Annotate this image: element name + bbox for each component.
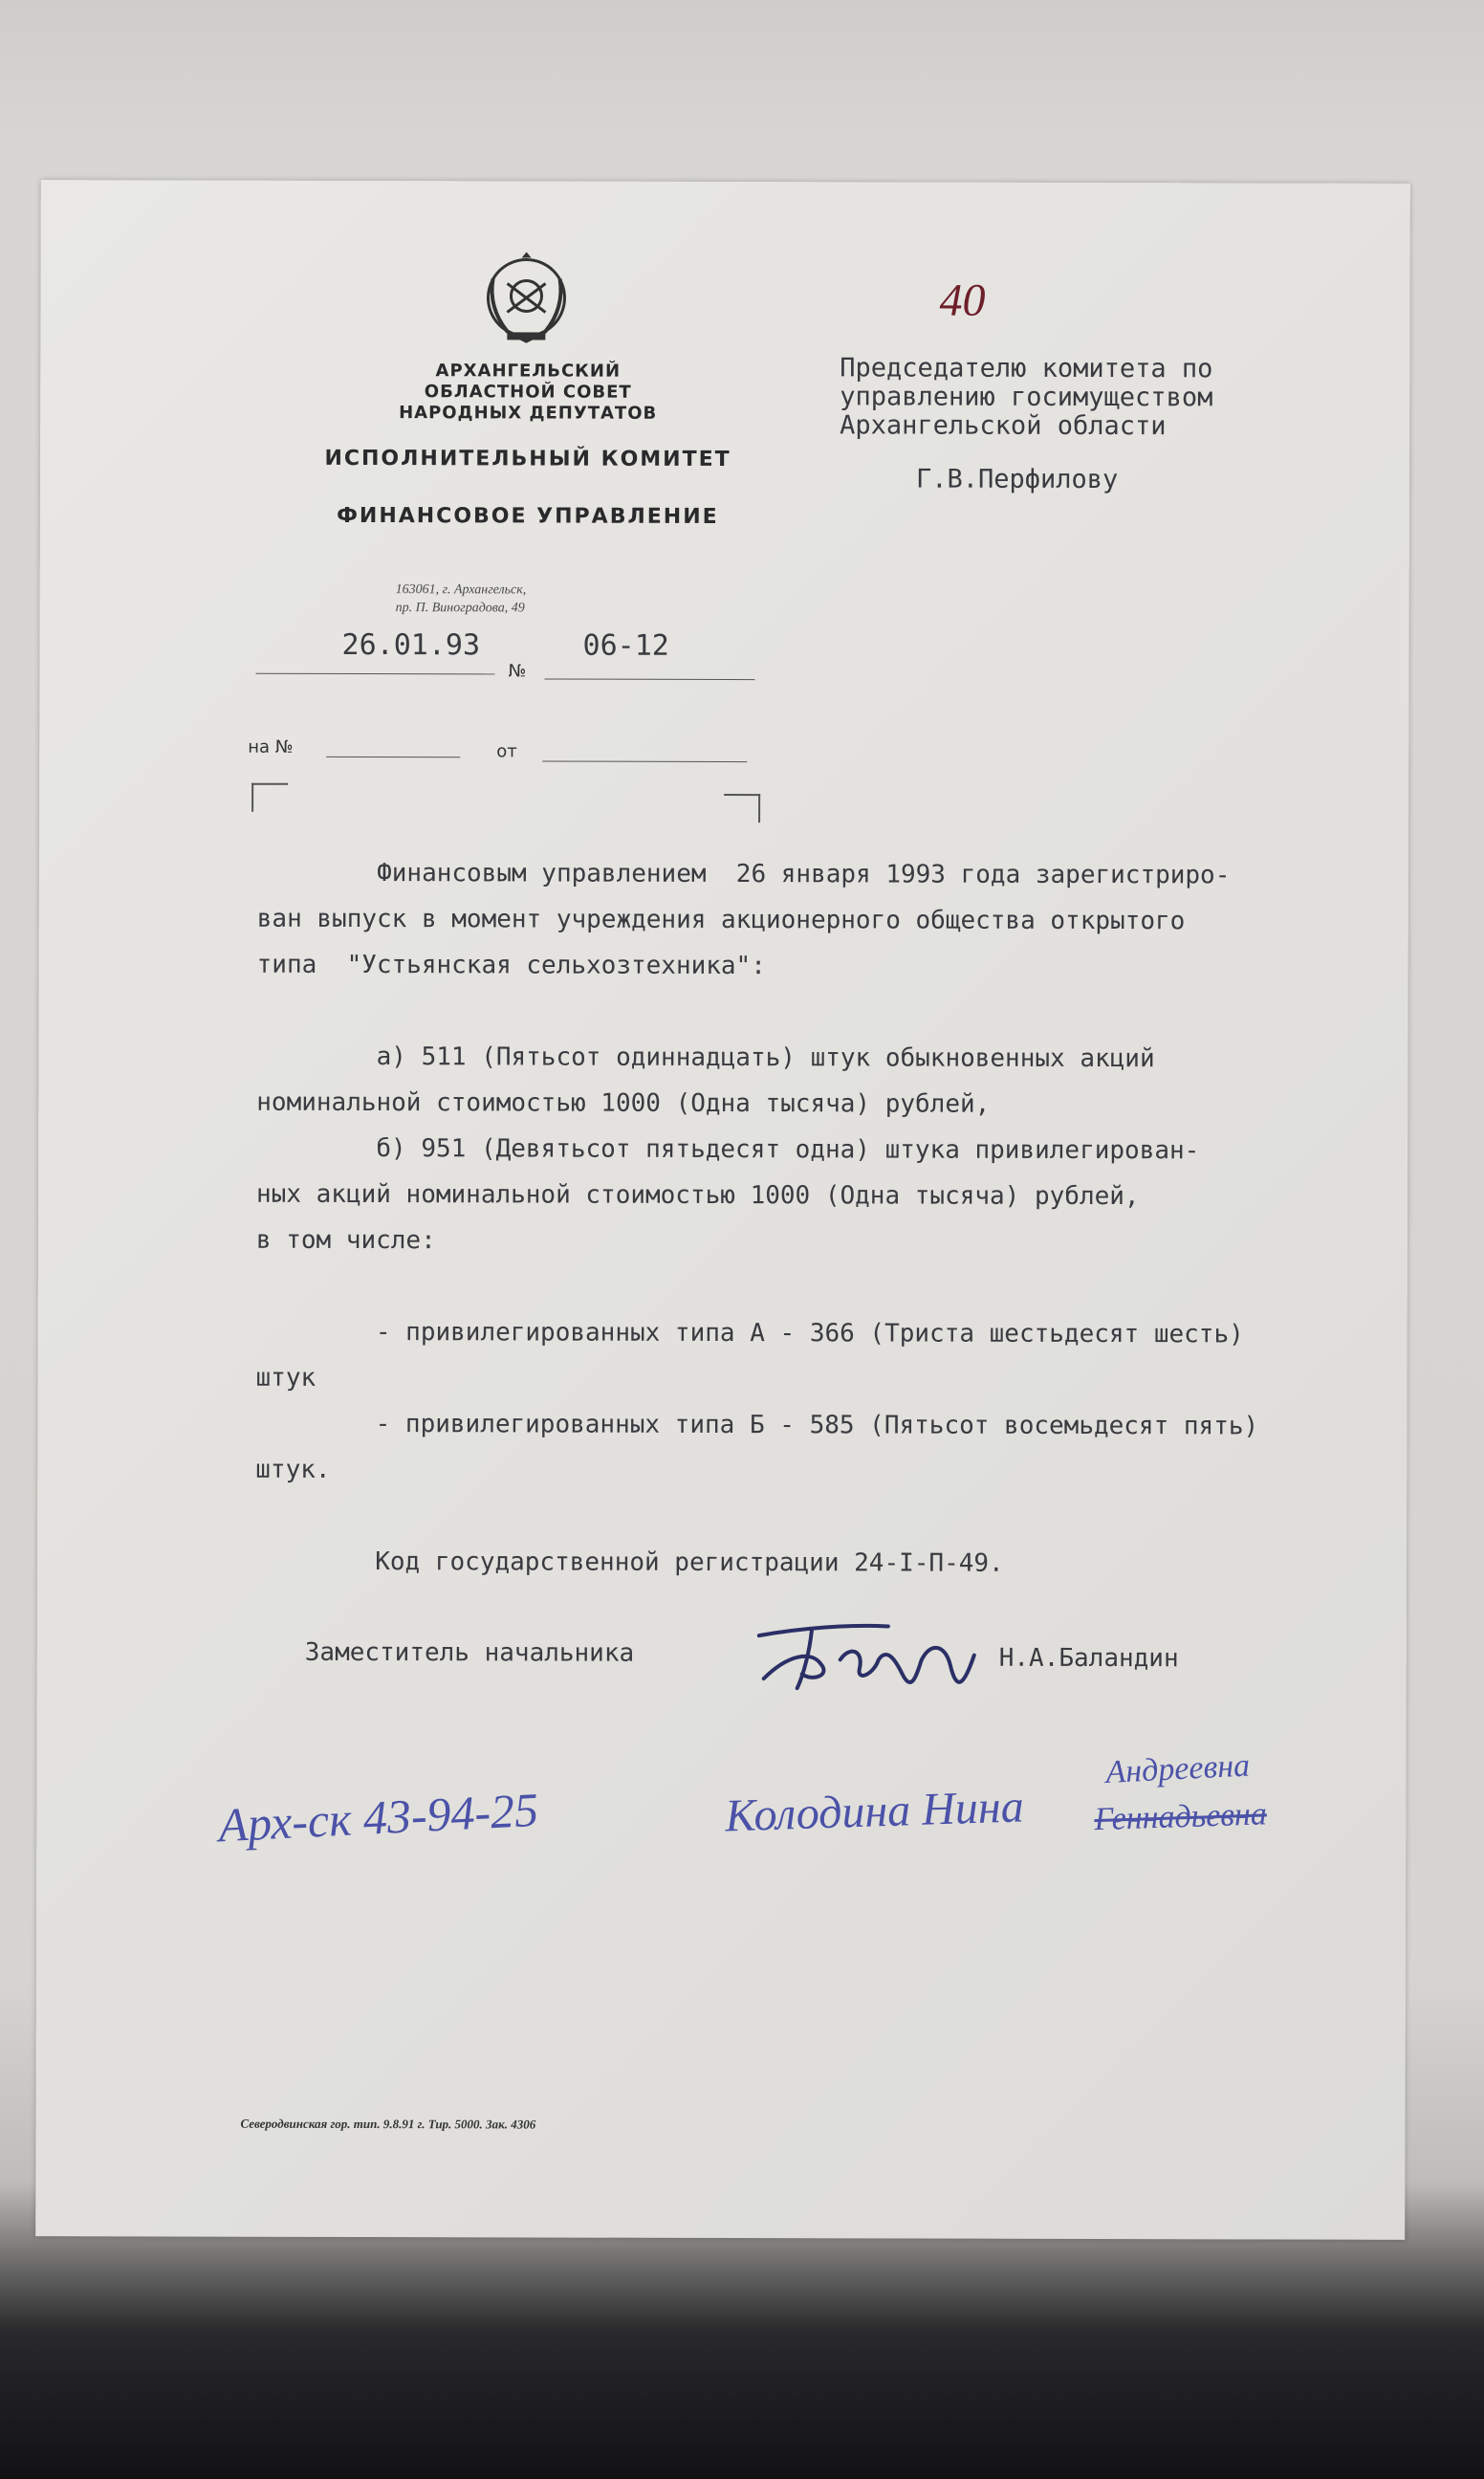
number-underline bbox=[544, 679, 754, 681]
signatory-name: Н.А.Баландин bbox=[998, 1643, 1179, 1674]
body-line: номинальной стоимостью 1000 (Одна тысяча) рублей, bbox=[256, 1087, 991, 1119]
org-line-3: НАРОДНЫХ ДЕПУТАТОВ bbox=[399, 403, 658, 424]
org-line-1: АРХАНГЕЛЬСКИЙ bbox=[435, 361, 622, 382]
org-line-2: ОБЛАСТНОЙ СОВЕТ bbox=[424, 382, 632, 403]
org-name bbox=[260, 361, 796, 425]
body-line: Финансовым управлением 26 января 1993 года зарегистриро- bbox=[256, 858, 1231, 890]
letter-body bbox=[255, 850, 1260, 1588]
department-address bbox=[396, 581, 683, 618]
handwritten-signature bbox=[745, 1607, 1003, 1713]
recipient-block bbox=[840, 354, 1298, 494]
body-line: ван выпуск в момент учреждения акционерного общества открытого bbox=[256, 904, 1186, 936]
body-line: б) 951 (Девятьсот пятьдесят одна) штука привилегирован- bbox=[256, 1133, 1200, 1166]
body-line: - привилегированных типа Б - 585 (Пятьсот восемьдесят пять) bbox=[255, 1409, 1259, 1441]
recipient-line-1: Председателю комитета по bbox=[840, 353, 1213, 384]
state-emblem-icon bbox=[473, 250, 578, 355]
recipient-name: Г.В.Перфилову bbox=[915, 464, 1119, 495]
body-line: ных акций номинальной стоимостью 1000 (Одна тысяча) рублей, bbox=[256, 1179, 1140, 1212]
address-corner-right bbox=[724, 794, 760, 823]
reply-from-label: от bbox=[496, 741, 517, 762]
committee-title: ИСПОЛНИТЕЛЬНЫЙ КОМИТЕТ bbox=[324, 446, 731, 472]
recipient-line-3: Архангельской области bbox=[840, 410, 1167, 442]
handwritten-correction: Андреевна bbox=[1104, 1747, 1251, 1790]
address-line-1: 163061, г. Архангельск, bbox=[395, 582, 527, 598]
address-line-2: пр. П. Виноградова, 49 bbox=[395, 601, 525, 616]
body-line: в том числе: bbox=[255, 1225, 436, 1256]
handwritten-struck-text: Геннадьевна bbox=[1093, 1796, 1268, 1838]
address-corner-left bbox=[251, 783, 288, 812]
reply-number-label: на № bbox=[248, 736, 294, 757]
department-title: ФИНАНСОВОЕ УПРАВЛЕНИЕ bbox=[337, 503, 719, 529]
document-date: 26.01.93 bbox=[341, 627, 481, 663]
body-line: штук. bbox=[255, 1455, 331, 1484]
body-line: типа "Устьянская сельхозтехника": bbox=[256, 950, 766, 981]
recipient-line-2: управлению госимуществом bbox=[840, 382, 1213, 413]
body-line: а) 511 (Пятьсот одиннадцать) штук обыкновенных акций bbox=[256, 1042, 1155, 1074]
signatory-title: Заместитель начальника bbox=[304, 1637, 635, 1668]
body-line: штук bbox=[255, 1363, 316, 1393]
document-number: 06-12 bbox=[582, 628, 669, 663]
handwritten-phone: Арх-ск 43-94-25 bbox=[217, 1782, 540, 1853]
body-line bbox=[256, 1263, 1259, 1312]
printer-footer: Северодвинская гор. тип. 9.8.91 г. Тир. 5000. Зак. 4306 bbox=[240, 2116, 536, 2132]
number-label: № bbox=[508, 661, 527, 682]
date-underline bbox=[255, 673, 494, 675]
handwritten-person: Колодина Нина bbox=[724, 1781, 1025, 1842]
document-page bbox=[35, 180, 1410, 2240]
body-line bbox=[256, 988, 1259, 1037]
body-line: Код государственной регистрации 24-I-П-49. bbox=[254, 1547, 1004, 1578]
body-line: - привилегированных типа А - 366 (Триста шестьдесят шесть) bbox=[255, 1317, 1244, 1349]
handwritten-page-number: 40 bbox=[939, 274, 986, 326]
body-line bbox=[255, 1493, 1258, 1542]
reply-from-underline bbox=[542, 761, 747, 763]
